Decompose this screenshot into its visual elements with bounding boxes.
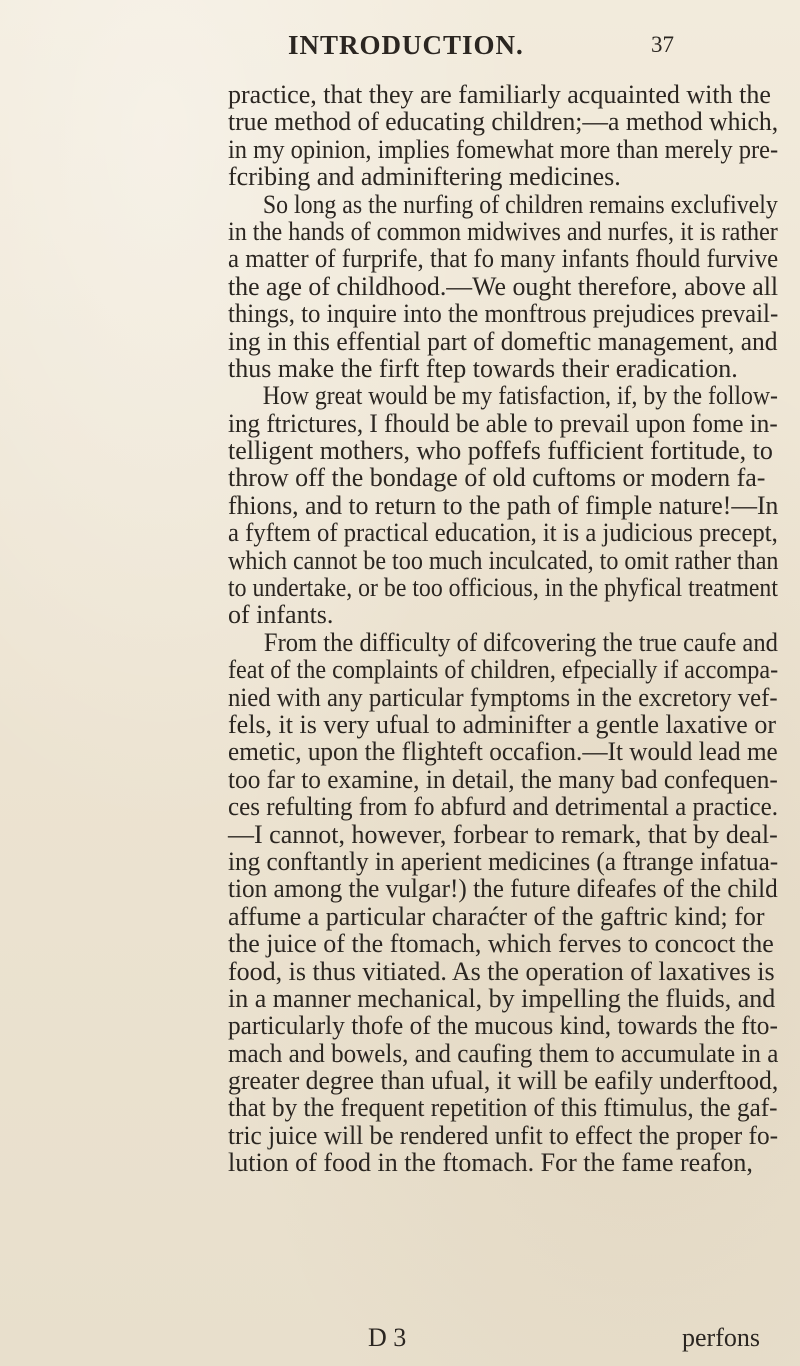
text-line-13: ing ftrictures, I fhould be able to prevail upon fome in-	[228, 408, 778, 438]
text-line-38: that by the frequent repetition of this ftimulus, the gaf-	[228, 1093, 778, 1123]
running-head: INTRODUCTION.	[288, 30, 524, 60]
page-footer	[0, 1323, 800, 1355]
text-line-10: ing in this effential part of domeftic management, and	[228, 326, 778, 356]
page-number: 37	[651, 32, 674, 57]
text-line-1: practice, that they are familiarly acquainted with the	[228, 80, 771, 109]
text-line-17: a fyftem of practical education, it is a judicious precept,	[228, 518, 778, 548]
text-line-8: the age of childhood.—We ought therefore, above all	[228, 271, 779, 301]
text-line-5: So long as the nurfing of children remains exclufively	[262, 189, 778, 219]
text-line-16: fhions, and to return to the path of fimple nature!—In	[228, 490, 779, 520]
text-line-21: From the difficulty of difcovering the true caufe and	[263, 627, 778, 657]
text-line-12: How great would be my fatisfaction, if, by the follow-	[262, 381, 778, 411]
text-line-25: emetic, upon the flighteft occafion.—It would lead me	[228, 737, 778, 767]
text-line-6: in the hands of common midwives and nurfes, it is rather	[228, 216, 778, 246]
text-line-26: too far to examine, in detail, the many bad confequen-	[228, 764, 778, 794]
text-line-11: thus make the firft ftep towards their eradication.	[228, 353, 738, 383]
text-line-24: fels, it is very ufual to adminifter a gentle laxative or	[228, 709, 776, 739]
text-line-36: mach and bowels, and caufing them to accumulate in a	[228, 1038, 779, 1068]
text-line-3: in my opinion, implies fomewhat more than merely pre-	[228, 134, 779, 164]
text-line-27: ces refulting from fo abfurd and detrimental a practice.	[228, 792, 779, 822]
text-line-32: the juice of the ftomach, which ferves to concoct the	[228, 929, 774, 959]
text-line-40: lution of food in the ftomach. For the fame reafon,	[228, 1148, 753, 1178]
text-line-2: true method of educating children;—a method which,	[228, 107, 779, 137]
text-line-28: —I cannot, however, forbear to remark, that by deal-	[228, 819, 778, 849]
text-line-22: feat of the complaints of children, efpecially if accompa-	[228, 655, 779, 685]
text-line-19: to undertake, or be too officious, in the phyfical treatment	[228, 573, 778, 603]
text-line-9: things, to inquire into the monftrous prejudices prevail-	[228, 299, 779, 329]
text-line-30: tion among the vulgar!) the future difeafes of the child	[228, 874, 778, 904]
text-line-29: ing conftantly in aperient medicines (a ftrange infatua-	[228, 846, 779, 876]
text-line-20: of infants.	[228, 600, 334, 630]
catchword: perfons	[682, 1323, 760, 1352]
text-line-23: nied with any particular fymptoms in the excretory vef-	[228, 682, 778, 712]
text-line-31: affume a particular charaćter of the gaftric kind; for	[228, 901, 765, 931]
text-line-7: a matter of furprife, that fo many infants fhould furvive	[228, 244, 779, 274]
text-line-15: throw off the bondage of old cuftoms or modern fa-	[228, 463, 766, 493]
text-line-35: particularly thofe of the mucous kind, towards the fto-	[228, 1011, 778, 1041]
text-line-4: fcribing and adminiftering medicines.	[228, 162, 621, 192]
text-line-33: food, is thus vitiated. As the operation of laxatives is	[228, 956, 775, 986]
signature-mark: D 3	[368, 1323, 407, 1352]
text-line-37: greater degree than ufual, it will be eafily underftood,	[228, 1066, 779, 1096]
text-line-34: in a manner mechanical, by impelling the fluids, and	[228, 983, 776, 1013]
text-line-14: telligent mothers, who poffefs fufficient fortitude, to	[228, 436, 773, 466]
text-line-39: tric juice will be rendered unfit to effect the proper fo-	[228, 1120, 779, 1150]
text-line-18: which cannot be too much inculcated, to omit rather than	[228, 545, 779, 575]
body-text	[228, 81, 778, 1177]
page-header	[0, 22, 800, 62]
